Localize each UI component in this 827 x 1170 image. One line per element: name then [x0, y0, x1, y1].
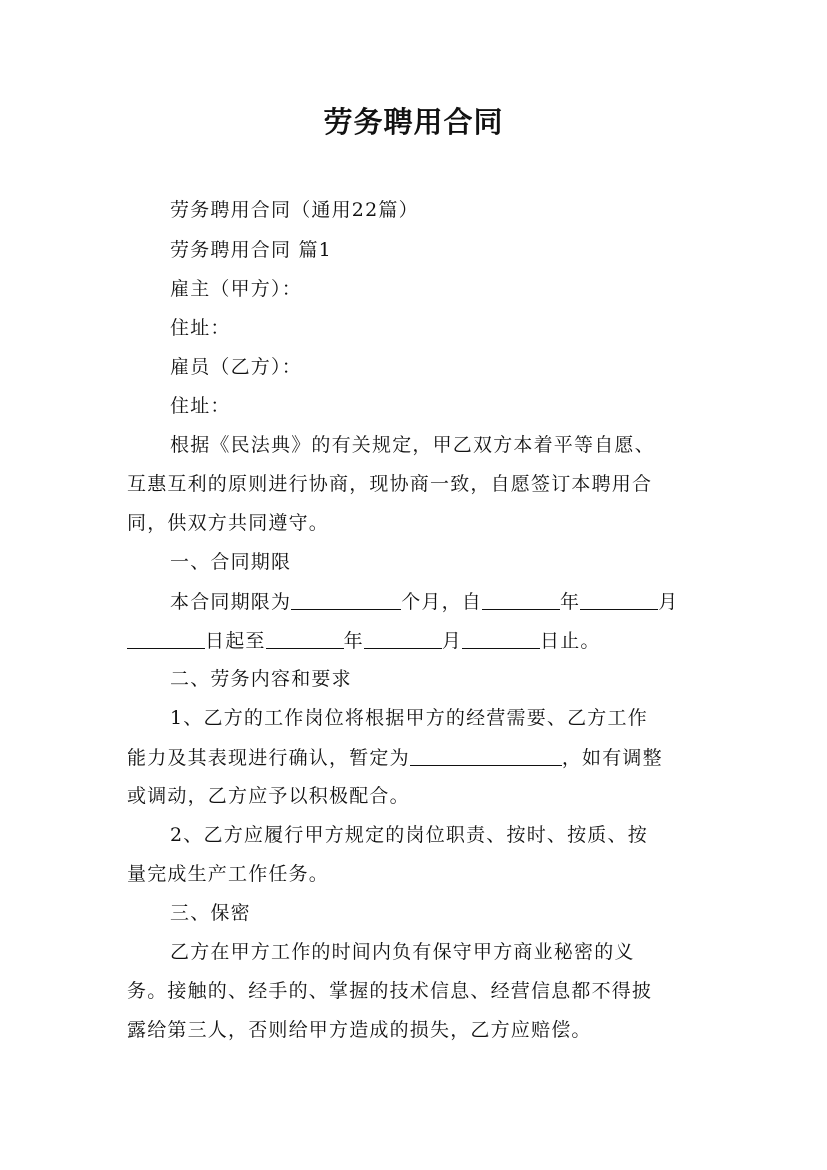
employee-label: 雇员（乙方）：	[170, 356, 302, 378]
term-text: 月	[658, 591, 679, 613]
term-text: 日止。	[540, 630, 601, 652]
section-heading: 劳务聘用合同 篇1	[170, 239, 332, 261]
employer-label: 雇主（甲方）：	[170, 278, 302, 300]
fill-blank-end-month[interactable]	[364, 630, 442, 649]
term-text: 个月，自	[401, 591, 483, 613]
term-text: 日起至	[205, 630, 266, 652]
document-title: 劳务聘用合同	[323, 105, 504, 139]
fill-blank-position[interactable]	[410, 747, 562, 766]
term-line-1	[170, 589, 678, 614]
fill-blank-start-year[interactable]	[482, 591, 560, 610]
section1-title: 一、合同期限	[170, 551, 292, 573]
section3-line: 露给第三人，否则给甲方造成的损失，乙方应赔偿。	[127, 1019, 592, 1041]
section2-title: 二、劳务内容和要求	[170, 668, 352, 690]
term-text: 年	[560, 591, 581, 613]
employer-address-label: 住址：	[170, 317, 231, 339]
fill-blank-start-month[interactable]	[580, 591, 658, 610]
term-text: 月	[441, 630, 463, 652]
fill-blank-end-year[interactable]	[266, 630, 344, 649]
term-line-2	[127, 628, 601, 653]
section2-item1-line: 或调动，乙方应予以积极配合。	[127, 785, 410, 807]
document-subtitle: 劳务聘用合同（通用22篇）	[170, 199, 419, 221]
section2-item1-line: 1、乙方的工作岗位将根据甲方的经营需要、乙方工作	[170, 707, 648, 729]
section2-item2-line: 量完成生产工作任务。	[127, 863, 330, 885]
fill-blank-start-day[interactable]	[127, 630, 205, 649]
intro-line: 根据《民法典》的有关规定，甲乙双方本着平等自愿、	[170, 434, 655, 456]
intro-line: 同，供双方共同遵守。	[127, 512, 330, 534]
section3-line: 乙方在甲方工作的时间内负有保守甲方商业秘密的义	[170, 941, 635, 963]
intro-line: 互惠互利的原则进行协商，现协商一致，自愿签订本聘用合	[127, 473, 653, 495]
term-text: 年	[343, 630, 364, 652]
section3-title: 三、保密	[170, 902, 251, 924]
item-text: 能力及其表现进行确认，暂定为	[127, 747, 410, 769]
fill-blank-end-day[interactable]	[462, 630, 540, 649]
section2-item2-line: 2、乙方应履行甲方规定的岗位职责、按时、按质、按	[170, 824, 648, 846]
fill-blank-months[interactable]	[291, 591, 401, 610]
section3-line: 务。接触的、经手的、掌握的技术信息、经营信息都不得披	[127, 980, 653, 1002]
employee-address-label: 住址：	[170, 395, 231, 417]
term-text: 本合同期限为	[170, 591, 292, 613]
section2-item1-line	[127, 745, 663, 770]
item-text: ，如有调整	[561, 747, 663, 769]
